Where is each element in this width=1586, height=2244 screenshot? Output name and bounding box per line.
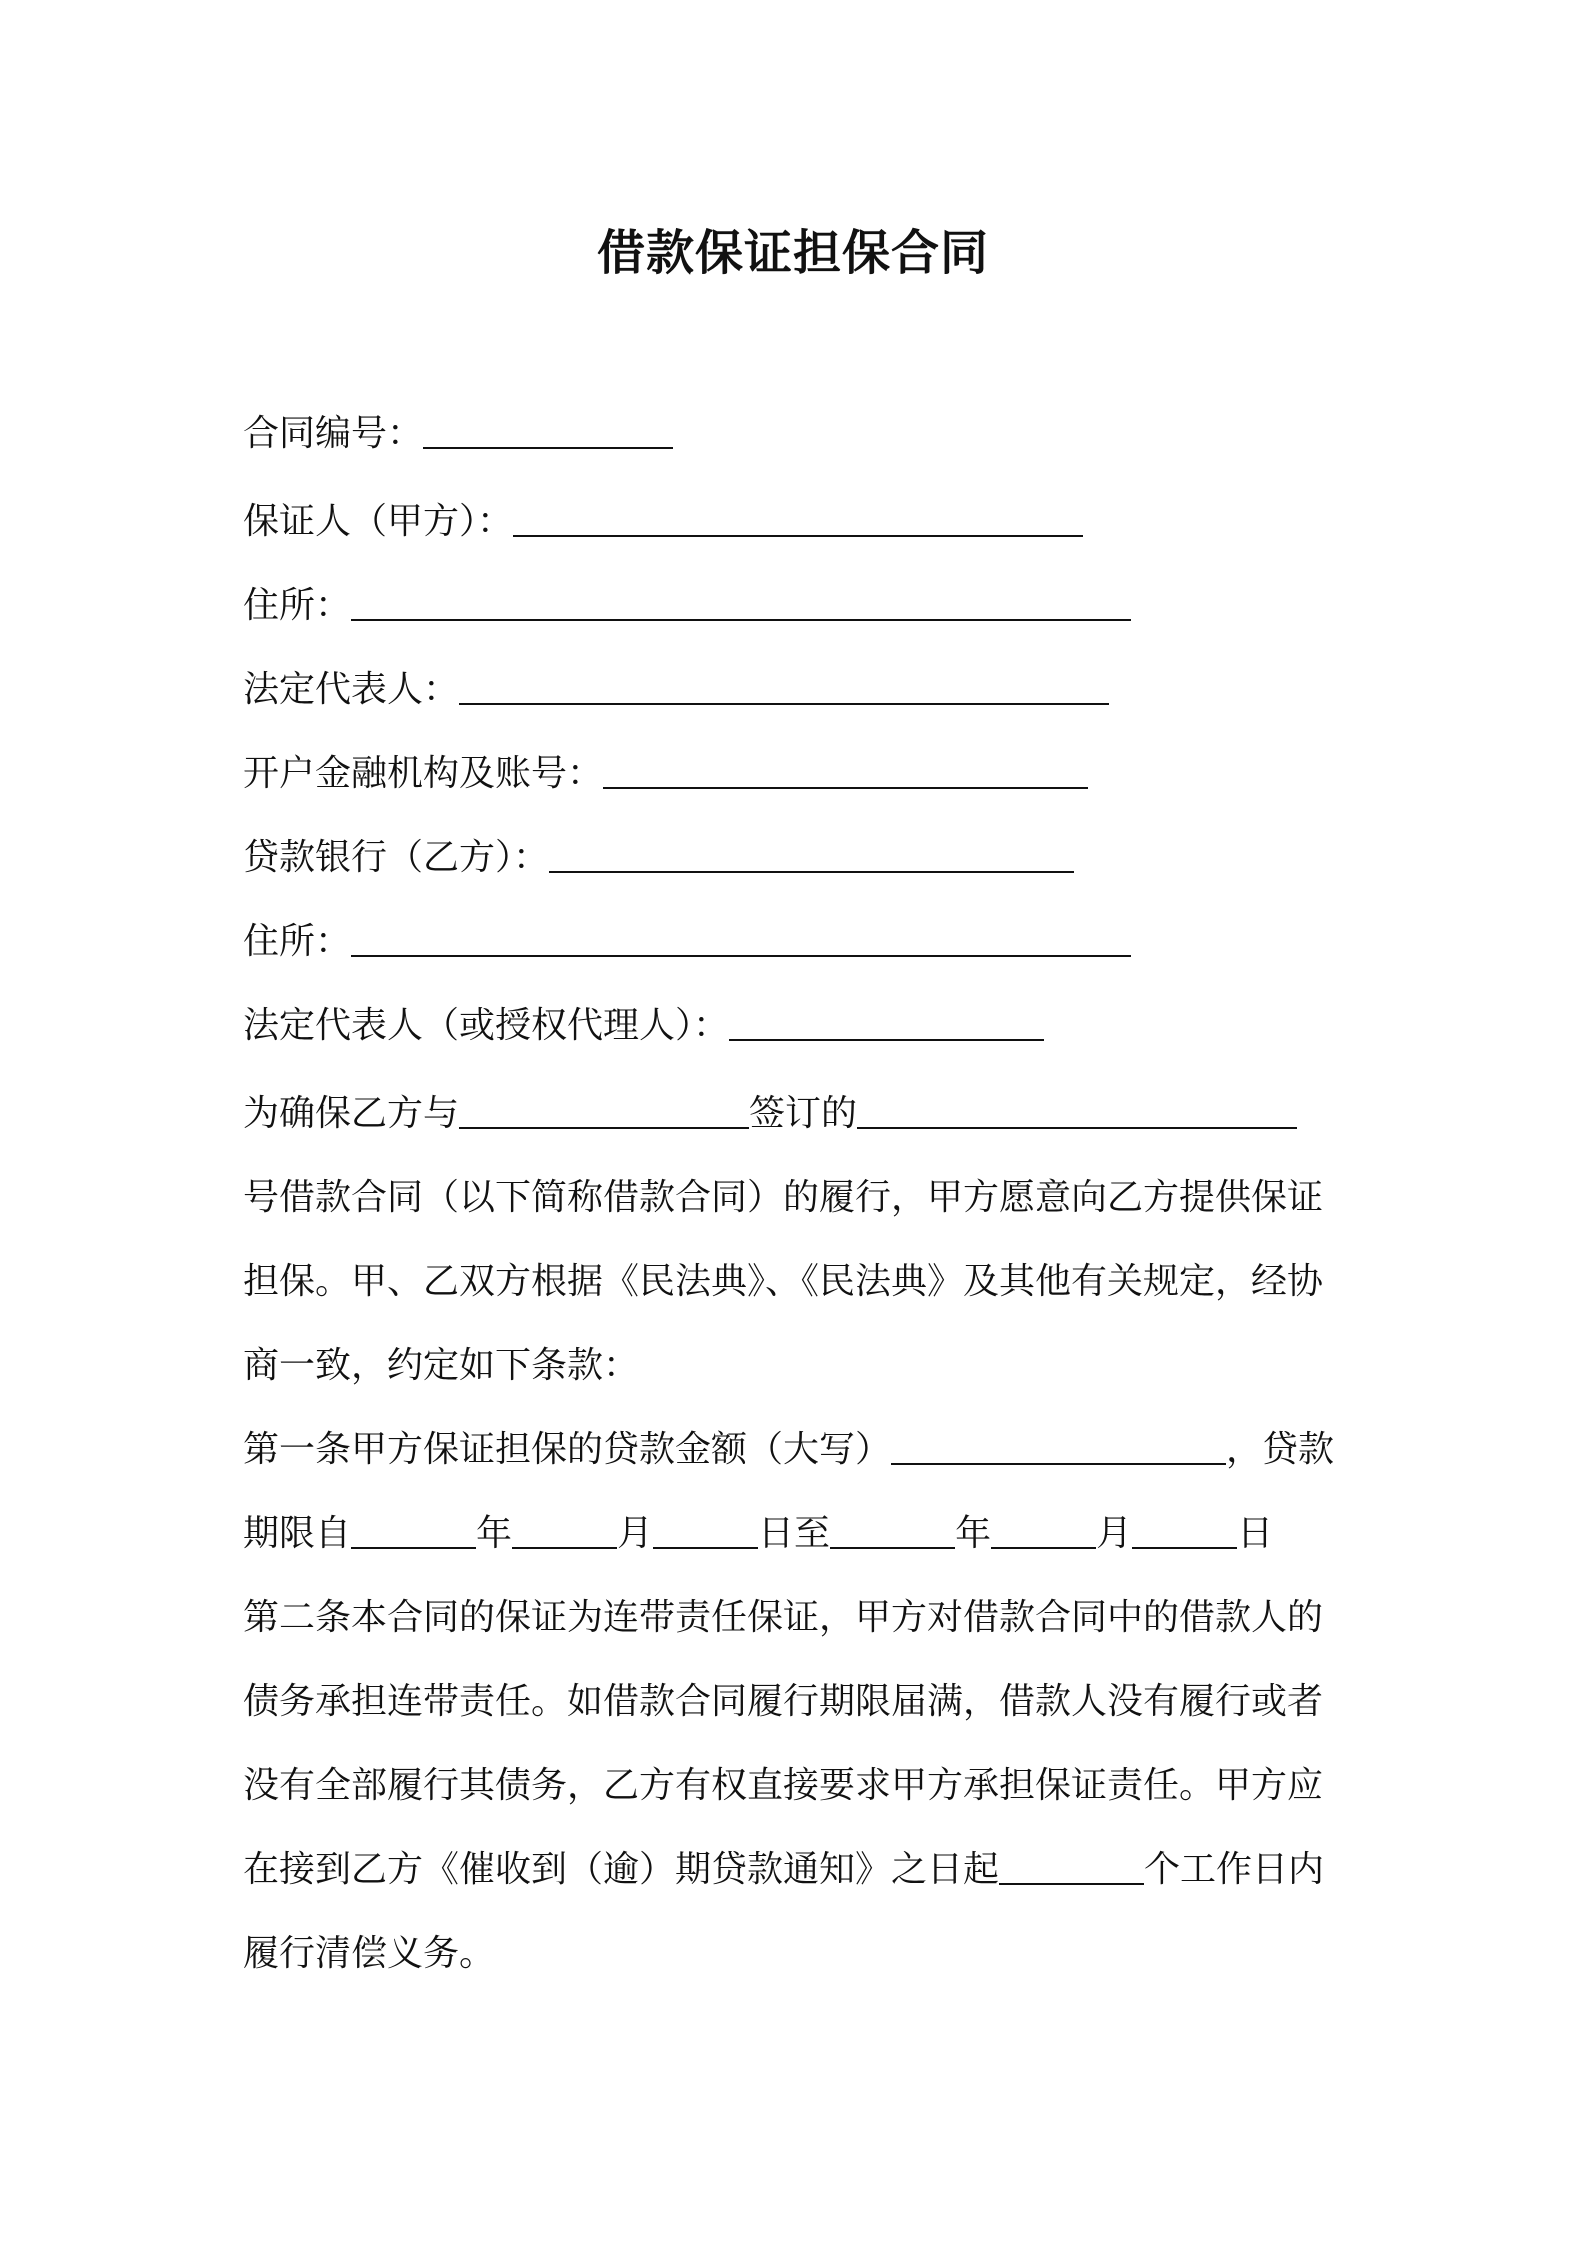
field-label: 合同编号： <box>243 413 424 454</box>
field-address-1 <box>243 584 1131 628</box>
blank-loan-contract-no[interactable] <box>857 1097 1297 1129</box>
blank-end-day[interactable] <box>1132 1517 1237 1549</box>
field-label: 贷款银行（乙方）： <box>243 837 550 878</box>
article-text: 个工作日内 <box>1144 1849 1325 1890</box>
field-label: 住所： <box>243 585 352 626</box>
blank-end-year[interactable] <box>830 1517 955 1549</box>
blank-bank-account[interactable] <box>603 757 1088 789</box>
field-label: 住所： <box>243 921 352 962</box>
field-label: 法定代表人（或授权代理人）： <box>243 1005 730 1046</box>
blank-start-day[interactable] <box>653 1517 758 1549</box>
article2-line-5: 履行清偿义务。 <box>243 1933 496 1974</box>
field-bank-account <box>243 752 1088 796</box>
blank-borrower[interactable] <box>459 1097 749 1129</box>
article-text: 年 <box>955 1513 992 1554</box>
article-text: 期限自 <box>243 1513 352 1554</box>
article-text: ，贷款 <box>1226 1429 1335 1470</box>
article1-line-2 <box>243 1512 1273 1556</box>
blank-working-days[interactable] <box>999 1853 1144 1885</box>
article-text: 日 <box>1237 1513 1274 1554</box>
intro-text: 为确保乙方与 <box>243 1093 460 1134</box>
field-label: 开户金融机构及账号： <box>243 753 604 794</box>
field-address-2 <box>243 920 1131 964</box>
article2-line-3: 没有全部履行其债务，乙方有权直接要求甲方承担保证责任。甲方应 <box>243 1765 1324 1806</box>
article2-line-2: 债务承担连带责任。如借款合同履行期限届满，借款人没有履行或者 <box>243 1681 1324 1722</box>
article2-line-1: 第二条本合同的保证为连带责任保证，甲方对借款合同中的借款人的 <box>243 1597 1324 1638</box>
field-contract-no <box>243 412 673 456</box>
intro-line-3: 担保。甲、乙双方根据《民法典》、《民法典》及其他有关规定，经协 <box>243 1261 1324 1302</box>
field-legal-rep-1 <box>243 668 1109 712</box>
blank-loan-amount[interactable] <box>891 1433 1226 1465</box>
field-guarantor <box>243 500 1083 544</box>
article1-line-1 <box>243 1428 1334 1472</box>
article-text: 月 <box>1096 1513 1133 1554</box>
field-label: 法定代表人： <box>243 669 460 710</box>
article-text: 年 <box>476 1513 513 1554</box>
intro-text: 签订的 <box>749 1093 858 1134</box>
article-text: 第一条甲方保证担保的贷款金额（大写） <box>243 1429 892 1470</box>
intro-line-2: 号借款合同（以下简称借款合同）的履行，甲方愿意向乙方提供保证 <box>243 1177 1324 1218</box>
blank-legal-rep-1[interactable] <box>459 673 1109 705</box>
intro-line-4: 商一致，约定如下条款： <box>243 1345 640 1386</box>
blank-contract-no[interactable] <box>423 417 673 449</box>
blank-address-2[interactable] <box>351 925 1131 957</box>
document-title: 借款保证担保合同 <box>596 225 989 281</box>
field-lender <box>243 836 1074 880</box>
field-label: 保证人（甲方）： <box>243 501 514 542</box>
intro-line-1 <box>243 1092 1297 1136</box>
blank-address-1[interactable] <box>351 589 1131 621</box>
article-text: 日至 <box>758 1513 831 1554</box>
blank-start-year[interactable] <box>351 1517 476 1549</box>
blank-legal-rep-2[interactable] <box>729 1009 1044 1041</box>
article-text: 在接到乙方《催收到（逾）期贷款通知》之日起 <box>243 1849 1000 1890</box>
field-legal-rep-2 <box>243 1004 1044 1048</box>
article-text: 月 <box>617 1513 654 1554</box>
blank-lender[interactable] <box>549 841 1074 873</box>
blank-guarantor[interactable] <box>513 505 1083 537</box>
article2-line-4 <box>243 1848 1324 1892</box>
blank-start-month[interactable] <box>512 1517 617 1549</box>
blank-end-month[interactable] <box>991 1517 1096 1549</box>
